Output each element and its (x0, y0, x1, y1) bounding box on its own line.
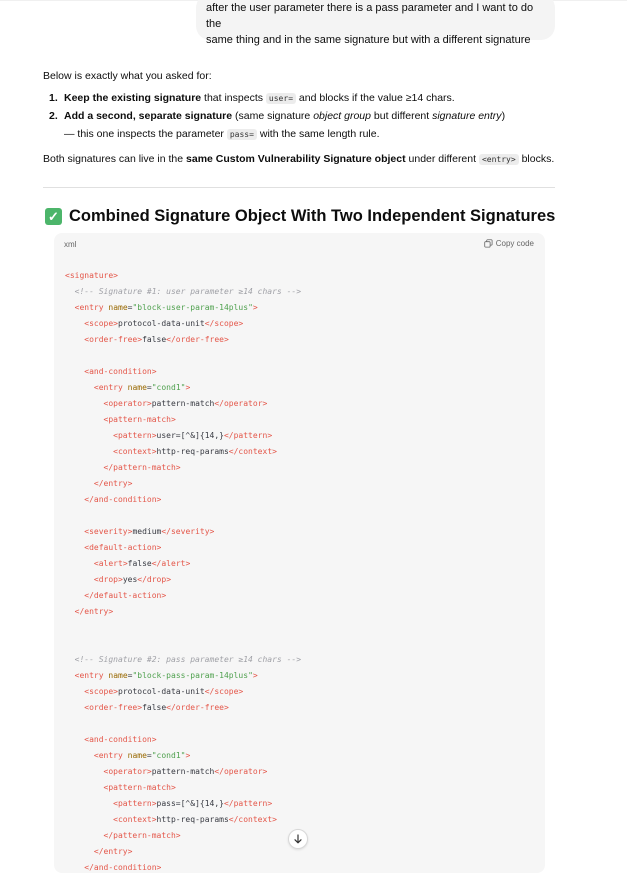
code-line: </entry> (93, 847, 133, 856)
inline-code: user= (266, 93, 296, 104)
code-line: <!-- Signature #2: pass parameter ≥14 chars --> (74, 655, 302, 664)
code-line: </default-action> (84, 591, 167, 600)
code-line: <entry name="block-user-param-14plus"> (74, 303, 258, 312)
user-message-line-1: after the user parameter there is a pass parameter and I want to do the (206, 2, 534, 30)
summary-bold: same Custom Vulnerability Signature object (186, 153, 406, 165)
copy-code-label: Copy code (495, 239, 534, 248)
list-item-1 (49, 92, 455, 104)
code-line: </entry> (74, 607, 114, 616)
code-line: <context>http-req-params</context> (113, 447, 277, 456)
summary-text: under different (405, 153, 479, 165)
code-line: <pattern-match> (103, 783, 176, 792)
code-line: <signature> (65, 271, 118, 280)
item-text: and blocks if the value ≥14 chars. (296, 92, 455, 104)
item-text: (same signature (232, 110, 314, 122)
code-line: <alert>false</alert> (93, 559, 191, 568)
code-language-label: xml (64, 240, 77, 249)
summary-text: Both signatures can live in the (43, 153, 187, 165)
user-message-bubble (196, 0, 555, 46)
item-bold: Add a second, separate signature (64, 110, 233, 122)
section-divider (43, 187, 555, 188)
list-item-2 (49, 110, 505, 122)
list-number: 1. (49, 92, 58, 104)
code-line: <pattern>user=[^&]{14,}</pattern> (113, 431, 273, 440)
code-line: </and-condition> (84, 863, 162, 872)
code-line: <entry name="block-pass-param-14plus"> (74, 671, 258, 680)
heading-text: Combined Signature Object With Two Independent Signatures (69, 207, 556, 225)
code-line: <pattern-match> (103, 415, 176, 424)
list-number: 2. (49, 110, 58, 122)
code-line: <order-free>false</order-free> (84, 703, 229, 712)
item-em: object group (313, 110, 371, 122)
code-line: <pattern>pass=[^&]{14,}</pattern> (113, 799, 273, 808)
code-line: <scope>protocol-data-unit</scope> (84, 687, 244, 696)
code-line: </entry> (93, 479, 133, 488)
code-line: <entry name="cond1"> (93, 751, 191, 760)
code-line: </and-condition> (84, 495, 162, 504)
code-line: <order-free>false</order-free> (84, 335, 229, 344)
item-em: signature entry (432, 110, 502, 122)
code-line: <scope>protocol-data-unit</scope> (84, 319, 244, 328)
code-line: <operator>pattern-match</operator> (103, 399, 268, 408)
code-line: <default-action> (84, 543, 162, 552)
code-line: <drop>yes</drop> (93, 575, 172, 584)
inline-code: <entry> (479, 154, 519, 165)
copy-icon (484, 239, 493, 248)
inline-code: pass= (227, 129, 257, 140)
list-item-2-continuation (64, 128, 380, 140)
summary-text: blocks. (518, 153, 555, 165)
response-summary (43, 152, 554, 167)
arrow-down-icon (293, 834, 303, 844)
code-line: <and-condition> (84, 367, 157, 376)
user-message-line-2: same thing and in the same signature but with a different signature (206, 34, 531, 46)
item-text: but different (370, 110, 433, 122)
code-line: </pattern-match> (103, 831, 181, 840)
code-line: <context>http-req-params</context> (113, 815, 277, 824)
code-line: <operator>pattern-match</operator> (103, 767, 268, 776)
code-line: <severity>medium</severity> (84, 527, 215, 536)
response-intro: Below is exactly what you asked for: (43, 70, 212, 82)
item-bold: Keep the existing signature (64, 92, 202, 104)
code-line: <and-condition> (84, 735, 157, 744)
code-line: <entry name="cond1"> (93, 383, 191, 392)
code-block (54, 233, 545, 873)
code-line: <!-- Signature #1: user parameter ≥14 chars --> (74, 287, 302, 296)
copy-code-button[interactable] (484, 239, 534, 248)
check-mark-button-icon: ✓ (45, 208, 62, 225)
scroll-down-button[interactable] (288, 829, 308, 849)
item-text: that inspects (201, 92, 266, 104)
item-text: ) (501, 110, 506, 122)
section-heading (45, 207, 555, 226)
item-text: with the same length rule. (256, 128, 380, 140)
item-text: — this one inspects the parameter (64, 128, 227, 140)
code-line: </pattern-match> (103, 463, 181, 472)
